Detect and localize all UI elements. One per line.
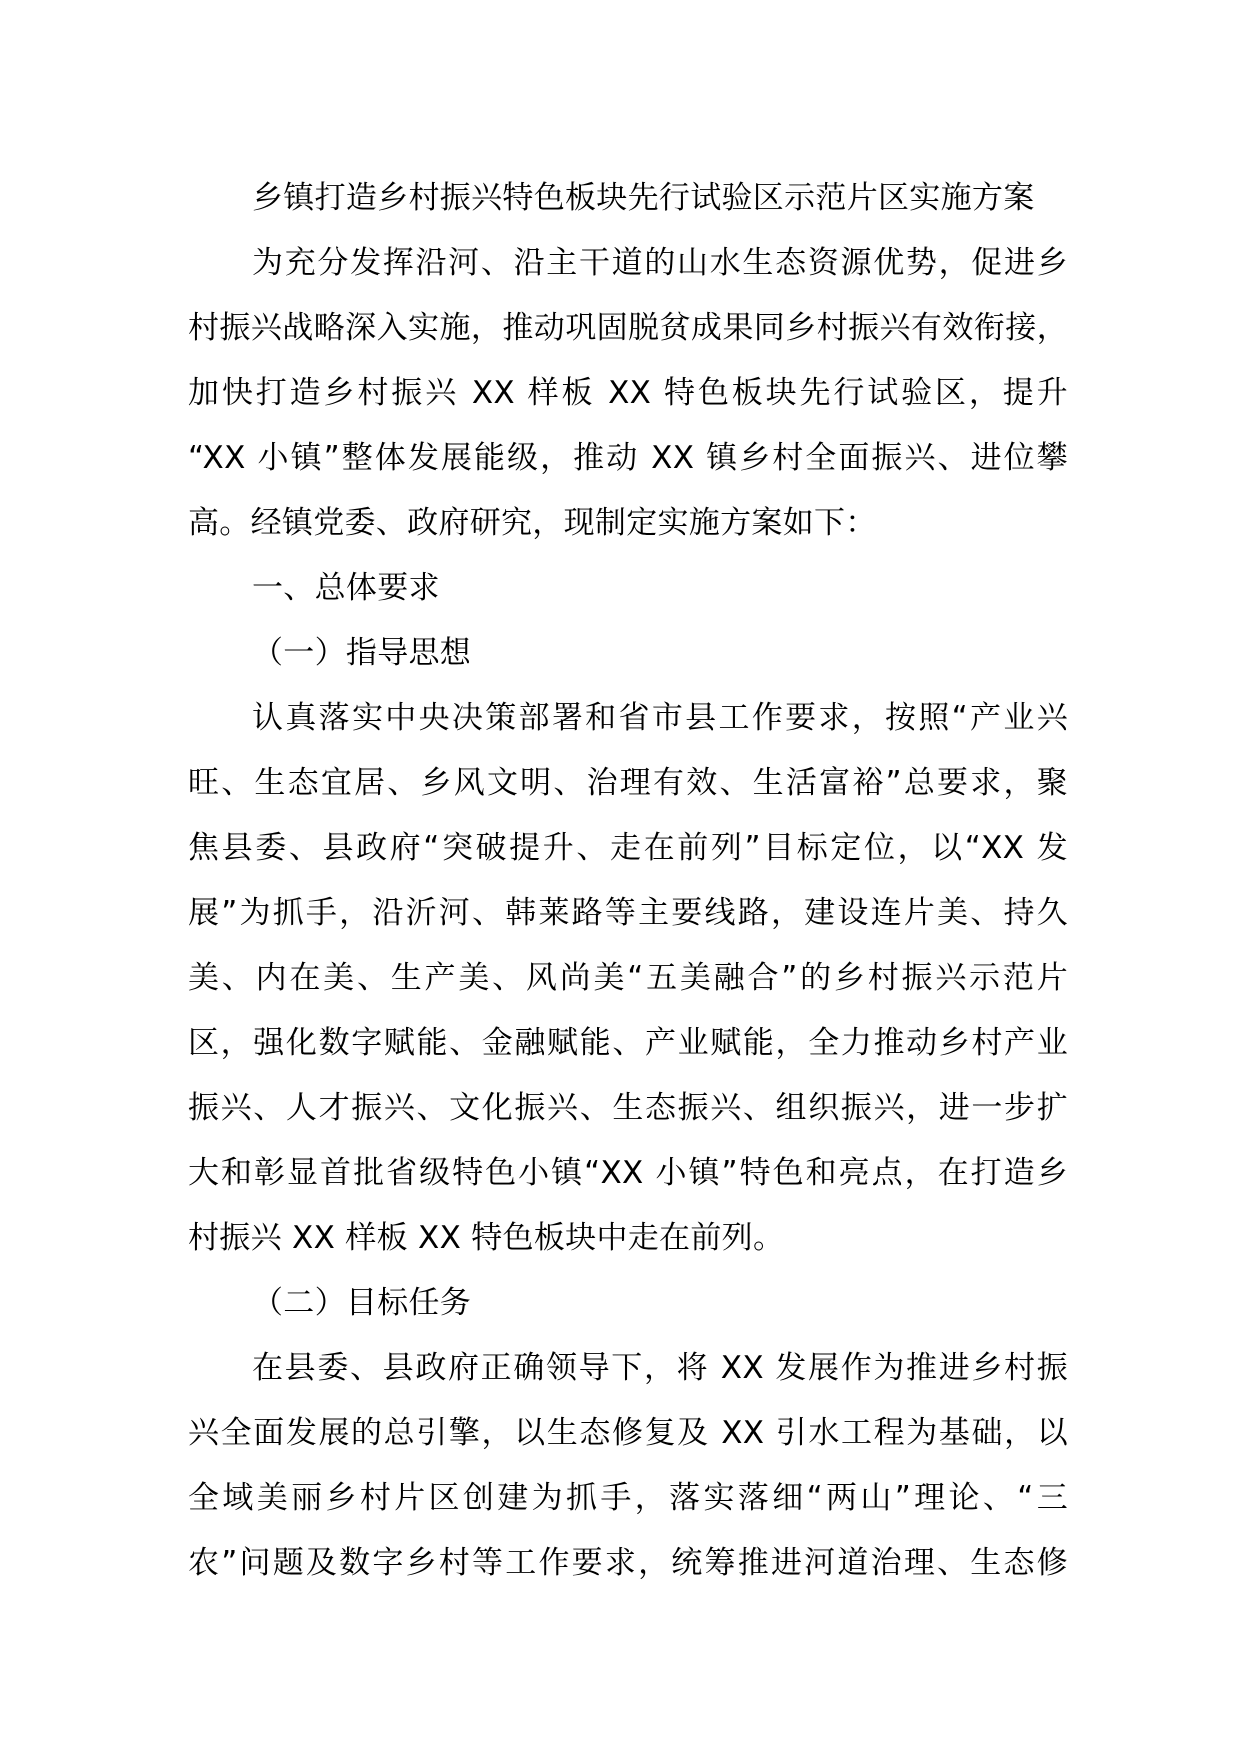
section-heading-overall-requirements: 一、总体要求 (252, 570, 440, 606)
intro-line: 为充分发挥沿河、沿主干道的山水生态资源优势，促进乡 (252, 245, 1068, 281)
paragraph-line: 认真落实中央决策部署和省市县工作要求，按照“产业兴 (252, 700, 1068, 736)
paragraph-line: 美、内在美、生产美、风尚美“五美融合”的乡村振兴示范片 (188, 960, 1068, 996)
paragraph-line: 在县委、县政府正确领导下，将 XX 发展作为推进乡村振 (252, 1350, 1068, 1386)
subsection-heading-target-tasks: （二）目标任务 (252, 1285, 472, 1321)
paragraph-line: 区，强化数字赋能、金融赋能、产业赋能，全力推动乡村产业 (188, 1025, 1068, 1061)
intro-line: 高。经镇党委、政府研究，现制定实施方案如下： (188, 505, 877, 541)
paragraph-line: 焦县委、县政府“突破提升、走在前列”目标定位，以“XX 发 (188, 830, 1068, 866)
paragraph-line: 展”为抓手，沿沂河、韩莱路等主要线路，建设连片美、持久 (188, 895, 1068, 931)
document-body (188, 166, 1068, 1596)
paragraph-line: 农”问题及数字乡村等工作要求，统筹推进河道治理、生态修 (188, 1545, 1068, 1581)
intro-paragraph (188, 231, 1068, 556)
paragraph-line: 振兴、人才振兴、文化振兴、生态振兴、组织振兴，进一步扩 (188, 1090, 1068, 1126)
guiding-ideology-paragraph (188, 686, 1068, 1271)
intro-line: 加快打造乡村振兴 XX 样板 XX 特色板块先行试验区，提升 (188, 375, 1068, 411)
target-tasks-paragraph (188, 1336, 1068, 1596)
paragraph-line: 兴全面发展的总引擎，以生态修复及 XX 引水工程为基础，以 (188, 1415, 1068, 1451)
paragraph-line: 全域美丽乡村片区创建为抓手，落实落细“两山”理论、“三 (188, 1480, 1068, 1516)
paragraph-line: 村振兴 XX 样板 XX 特色板块中走在前列。 (188, 1220, 785, 1256)
subsection-heading-guiding-ideology: （一）指导思想 (252, 635, 472, 671)
intro-line: “XX 小镇”整体发展能级，推动 XX 镇乡村全面振兴、进位攀 (188, 440, 1068, 476)
paragraph-line: 旺、生态宜居、乡风文明、治理有效、生活富裕”总要求，聚 (188, 765, 1068, 801)
document-title: 乡镇打造乡村振兴特色板块先行试验区示范片区实施方案 (252, 180, 1035, 216)
paragraph-line: 大和彰显首批省级特色小镇“XX 小镇”特色和亮点，在打造乡 (188, 1155, 1068, 1191)
intro-line: 村振兴战略深入实施，推动巩固脱贫成果同乡村振兴有效衔接， (188, 310, 1068, 346)
